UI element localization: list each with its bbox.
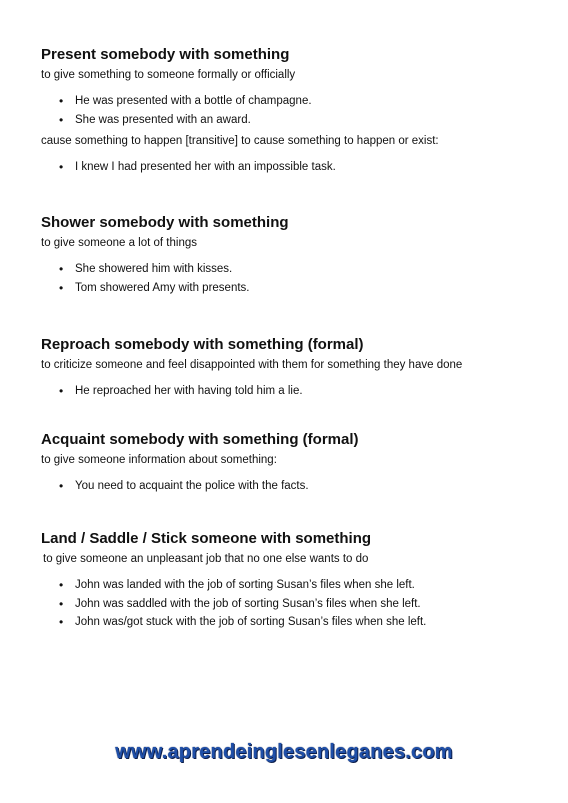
example-item: • He was presented with a bottle of champagne. [75,92,548,111]
example-list [41,576,548,632]
section-sub-definition: cause something to happen [transitive] to cause something to happen or exist: [41,135,439,147]
example-list [41,260,548,297]
website-footer: www.aprendeinglesenleganes.com [115,741,453,763]
example-item: • John was saddled with the job of sorting Susan’s files when she left. [75,595,548,614]
example-item: • She showered him with kisses. [75,260,548,279]
example-item: • I knew I had presented her with an impossible task. [75,158,548,177]
section-heading: Acquaint somebody with something (formal) [41,431,359,448]
example-list [41,158,548,177]
example-item: • Tom showered Amy with presents. [75,279,548,298]
section-present [41,46,548,177]
section-definition: to give someone information about something: [41,454,277,466]
section-shower [41,214,548,297]
example-item: • John was landed with the job of sorting Susan’s files when she left. [75,576,548,595]
section-definition: to give something to someone formally or officially [41,69,296,81]
section-definition: to give someone an unpleasant job that no one else wants to do [43,553,369,565]
section-land-saddle-stick [41,530,548,632]
section-heading: Present somebody with something [41,46,290,63]
example-item: • She was presented with an award. [75,111,548,130]
example-list [41,382,548,401]
example-item: • He reproached her with having told him a lie. [75,382,548,401]
section-definition: to criticize someone and feel disappointed with them for something they have done [41,359,463,371]
example-list [41,477,548,496]
section-reproach [41,336,548,401]
section-heading: Shower somebody with something [41,214,289,231]
example-list [41,92,548,129]
section-acquaint [41,431,548,496]
section-heading: Reproach somebody with something (formal) [41,336,364,353]
section-heading: Land / Saddle / Stick someone with something [41,530,372,547]
section-definition: to give someone a lot of things [41,237,197,249]
example-item: • John was/got stuck with the job of sorting Susan’s files when she left. [75,613,548,632]
example-item: • You need to acquaint the police with the facts. [75,477,548,496]
